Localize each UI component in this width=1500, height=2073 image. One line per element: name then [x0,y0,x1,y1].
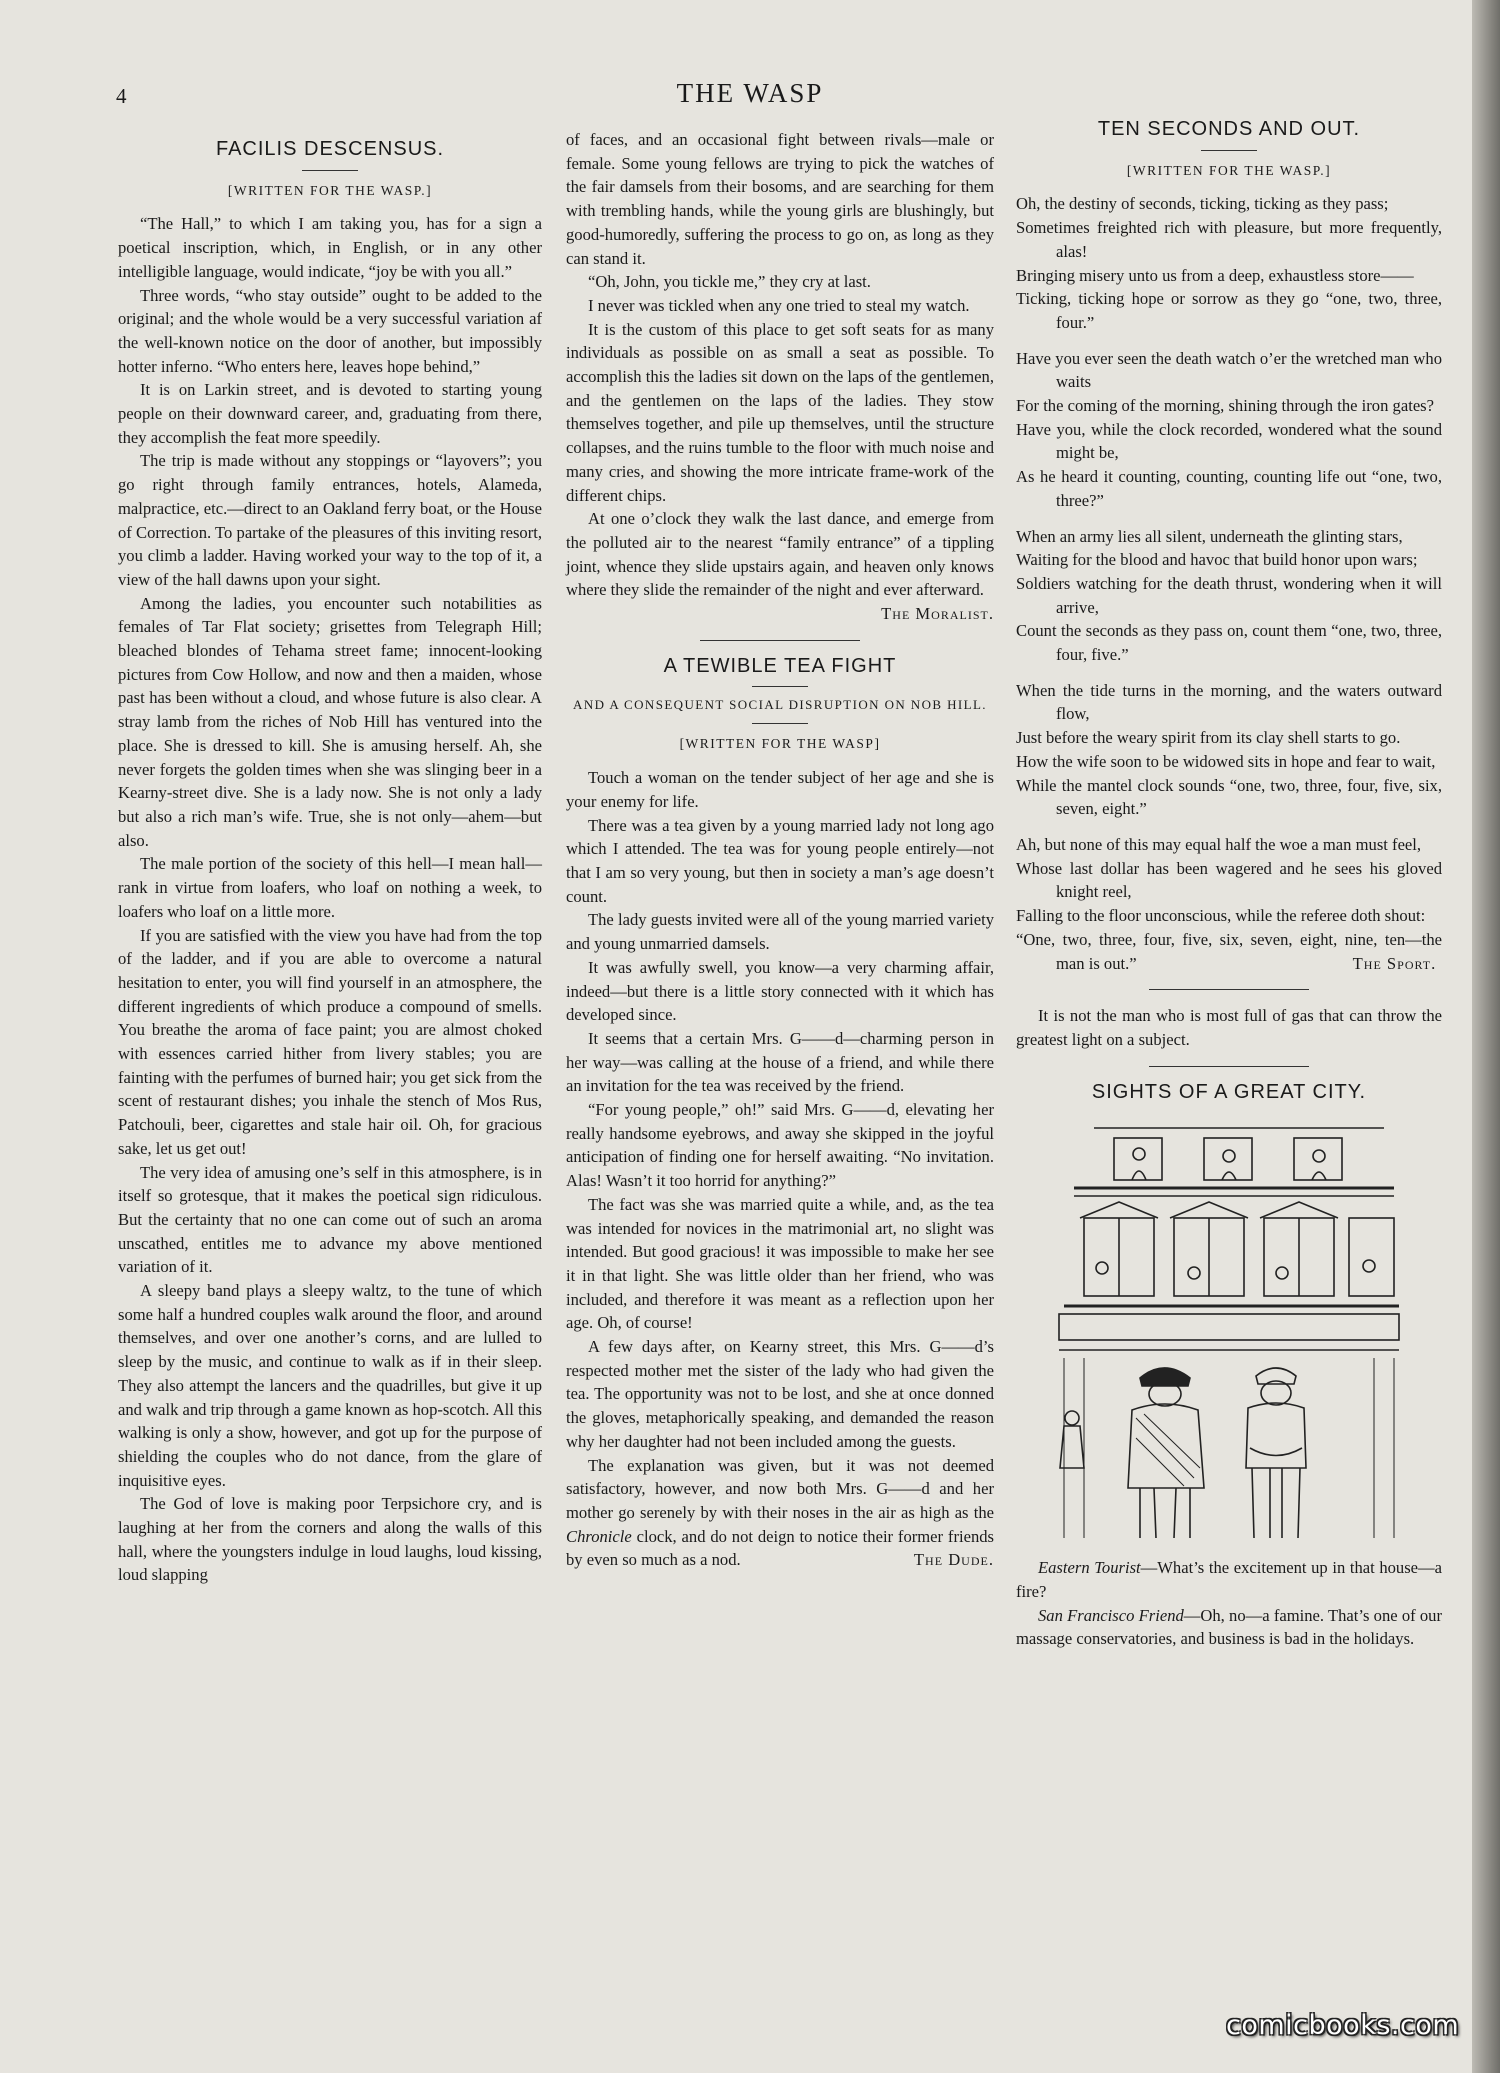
poem-title: TEN SECONDS AND OUT. [1097,118,1361,140]
column-2 [566,128,994,1572]
cartoon-illustration [1044,1118,1414,1548]
paragraph: The very idea of amusing one’s self in this atmosphere, is in itself so grotesque, that it makes the poetical sign ridiculous. But the certainty that no one can come out of such an aroma unscathed, entitles me to advance my above mentioned variation of it. [118,1162,542,1277]
paragraph: At one o’clock they walk the last dance, and emerge from the polluted air to the nearest “family entrance” of a tippling joint, whence they slide upstairs again, and heaven only knows where they slide the remainder of the night and ever afterward. The Moralist. [566,507,994,626]
title-rule [302,170,358,171]
paragraph: Among the ladies, you encounter such notabilities as females of Tar Flat society; grisettes from Telegraph Hill; bleached blondes of Tehama street fame; innocent-looking pictures from Cow Hollow, and now and then a maiden, whose past has been without a cloud, and whose future is also clear. A stray lamb from the riches of Nob Hill has ventured into the place. She is dressed to kill. She is amusing herself. Ah, she never forgets the golden times when she was slinging beer in a Kearny-street dive. She is a lady now. She is not only a lady but also a rich man’s wife. True, she is not only—ahem—but also. [118,593,542,850]
signature-moralist: The Moralist. [881,604,994,624]
section-rule [700,640,860,641]
filler-paragraph: It is not the man who is most full of gas that can throw the greatest light on a subject. [1016,1006,1442,1049]
signature-sport: The Sport. [1352,953,1437,973]
poem-credit: [WRITTEN FOR THE WASP.] [1126,162,1332,178]
paragraph: “Oh, John, you tickle me,” they cry at last. [588,272,871,292]
article-title-tea-fight: A TEWIBLE TEA FIGHT [663,654,897,677]
poem-line: When the tide turns in the morning, and the waters outward flow, [1016,680,1442,724]
paragraph: Touch a woman on the tender subject of her age and she is your enemy for life. [566,768,994,811]
paragraph: The fact was she was married quite a while, and, as the tea was intended for novices in the matrimonial art, no slight was intended. But good gracious! it was impossible to make her see it in that light. She was little older than her friend, who was included, and therefore it was meant as a reflection upon her age. Oh, of course! [566,1194,994,1333]
poem-line: How the wife soon to be widowed sits in hope and fear to wait, [1016,751,1436,771]
poem-line: Ticking, ticking hope or sorrow as they go “one, two, three, four.” [1016,289,1442,332]
poem-line: Waiting for the blood and havoc that build honor upon wars; [1016,550,1418,570]
title-rule [752,723,808,724]
poem-line: Just before the weary spirit from its clay shell starts to go. [1016,728,1401,748]
paragraph: A sleepy band plays a sleepy waltz, to the tune of which some half a hundred couples walk around the floor, and around themselves, and over one another’s corns, and are lulled to sleep by the music, and continue to walk as if in their sleep. They also attempt the lancers and the quadrilles, but give it up and walk and trip through a game known as hop-scotch. All this walking is only a show, however, and got up for the purpose of shielding the couples who do not dance, from the glare of inquisitive eyes. [118,1281,542,1490]
column-1 [118,132,542,1587]
paragraph: It seems that a certain Mrs. G——d—charming person in her way—was calling at the house of a friend, and while there an invitation for the tea was received by the friend. [566,1028,994,1096]
paragraph: I never was tickled when any one tried to steal my watch. [588,295,970,315]
paragraph: The God of love is making poor Terpsichore cry, and is laughing at her from the corners and along the walls of this hall, where the youngsters indulge in loud laughs, loud kissing, loud slapping [118,1494,542,1585]
poem-stanza [1016,192,1442,334]
paragraph: If you are satisfied with the view you have had from the top of the ladder, and if you are able to overcome a natural hesitation to enter, you will find yourself in an atmosphere, the different ingredients of which produce a compound of smells. You breathe the aroma of face paint; you are almost choked with essences carried hither from livery stables; you are fainting with the perfumes of burned hair; you get sick from the scent of restaurant dishes; you inhale the stench of Mos Rus, Patchouli, beer, cigarettes and stale hair oil. Oh, for gracious sake, let us get out! [118,925,542,1158]
article-title-facilis: FACILIS DESCENSUS. [215,138,445,160]
poem-line: Sometimes freighted rich with pleasure, but more frequently, alas! [1016,218,1442,261]
paragraph: It is the custom of this place to get soft seats for as many individuals as possible on as small a seat as possible. To accomplish this the ladies sit down on the laps of the gentlemen, and the gentlemen on the laps of the ladies. They stow themselves together, and pile up themselves, until the structure collapses, and the ruins tumble to the floor with much noise and many cries, and showing the more intricate frame-work of the different chips. [566,319,994,505]
page-edge-shadow [1472,0,1500,2073]
page-number: 4 [116,84,127,108]
signature-dude: The Dude. [913,1550,994,1570]
section-rule [1149,1066,1309,1067]
paragraph: “For young people,” oh!” said Mrs. G——d, elevating her really handsome eyebrows, and away she skipped in the joyful anticipation of finding one for herself awaiting. “No invitation. Alas! Wasn’t it too horrid for anything?” [566,1100,994,1191]
poem-line: Have you ever seen the death watch o’er the wretched man who waits [1016,348,1442,392]
caption-line: San Francisco Friend—Oh, no—a famine. That’s one of our massage conservatories, and business is bad in the holidays. [1016,1605,1443,1649]
paragraph: The trip is made without any stoppings or “layovers”; you go right through family entrances, hotels, Alameda, malpractice, etc.—direct to an Oakland ferry boat, or the House of Correction. To partake of the pleasures of this inviting resort, you climb a ladder. Having worked your way to the top of it, a view of the hall dawns upon your sight. [118,451,542,589]
poem-line: When an army lies all silent, underneath the glinting stars, [1016,526,1403,546]
article-credit: [WRITTEN FOR THE WASP] [679,736,881,752]
poem-stanza [1016,679,1442,821]
title-rule [1201,150,1257,151]
paragraph: “The Hall,” to which I am taking you, has for a sign a poetical inscription, which, in English, or in any other intelligible language, would indicate, “joy be with you all.” [118,214,542,281]
paragraph: The male portion of the society of this hell—I mean hall—rank in virtue from loafers, who loaf on nothing a week, to loafers who loaf on a little more. [118,854,542,921]
paragraph: A few days after, on Kearny street, this Mrs. G——d’s respected mother met the sister of the lady who had given the tea. The opportunity was not to be lost, and she at once donned the gloves, metaphorically speaking, and demanded the reason why her daughter had not been included among the guests. [566,1337,994,1451]
column-3 [1016,112,1442,1651]
poem-line: For the coming of the morning, shining through the iron gates? [1016,396,1435,416]
cartoon-title: SIGHTS OF A GREAT CITY. [1091,1080,1367,1103]
poem-line: Have you, while the clock recorded, wondered what the sound might be, [1016,419,1442,463]
paragraph: Three words, “who stay outside” ought to be added to the original; and the whole would be a very successful variation af the well-known notice on the door of another, but impossibly hotter inferno. “Who enters here, leaves hope behind,” [118,285,542,376]
poem-line: Oh, the destiny of seconds, ticking, ticking as they pass; [1016,194,1389,214]
poem-stanza [1016,525,1442,667]
poem-line: Falling to the floor unconscious, while the referee doth shout: [1016,906,1426,926]
poem-line: As he heard it counting, counting, counting life out “one, two, three?” [1016,467,1442,510]
running-title: THE WASP [676,78,824,108]
caption-line: Eastern Tourist—What’s the excitement up in that house—a fire? [1016,1558,1442,1602]
section-rule [1149,989,1309,990]
poem-stanza [1016,347,1442,513]
poem-line: “One, two, three, four, five, six, seven, eight, nine, ten—the man is out.” The Sport. [1016,928,1442,975]
paragraph: There was a tea given by a young married lady not long ago which I attended. The tea was for young people entirely—not that I am so very young, but then in society a man’s age doesn’t count. [566,815,994,906]
cartoon-caption [1016,1556,1442,1651]
paragraph: of faces, and an occasional fight between rivals—male or female. Some young fellows are trying to pick the watches of the fair damsels from their bosoms, and are searching for them with trembling hands, while the young girls are blushingly, but good-humoredly, suffering the process to go on, as long as they can stand it. [566,130,994,268]
watermark: comicbooks.com [1226,2010,1460,2041]
poem-line: Bringing misery unto us from a deep, exhaustless store—— [1016,265,1414,285]
article-subtitle: AND A CONSEQUENT SOCIAL DISRUPTION ON NOB HILL. [573,697,987,713]
title-rule [752,686,808,687]
paragraph: The explanation was given, but it was not deemed satisfactory, however, and now both Mrs. G——d and her mother go serenely by with their noses in the air as high as the Chronicle clock, and do not deign to notice their former friends by even so much as a nod. The Dude. [566,1454,994,1573]
poem-stanza [1016,833,1442,975]
article-credit: [WRITTEN FOR THE WASP.] [227,182,433,198]
poem-line: Whose last dollar has been wagered and he sees his gloved knight reel, [1016,858,1442,902]
poem-line: While the mantel clock sounds “one, two, three, four, five, six, seven, eight.” [1016,775,1442,819]
paragraph: The lady guests invited were all of the young married variety and young unmarried damsels. [566,910,994,954]
poem-line: Count the seconds as they pass on, count them “one, two, three, four, five.” [1016,621,1442,665]
poem-line: Soldiers watching for the death thrust, wondering when it will arrive, [1016,573,1442,617]
poem-line: Ah, but none of this may equal half the woe a man must feel, [1016,834,1422,854]
paragraph: It is on Larkin street, and is devoted to starting young people on their downward career, and, graduating from there, they accomplish the feat more speedily. [118,380,542,447]
paragraph: It was awfully swell, you know—a very charming affair, indeed—but there is a little story connected with it which has developed since. [566,957,994,1025]
